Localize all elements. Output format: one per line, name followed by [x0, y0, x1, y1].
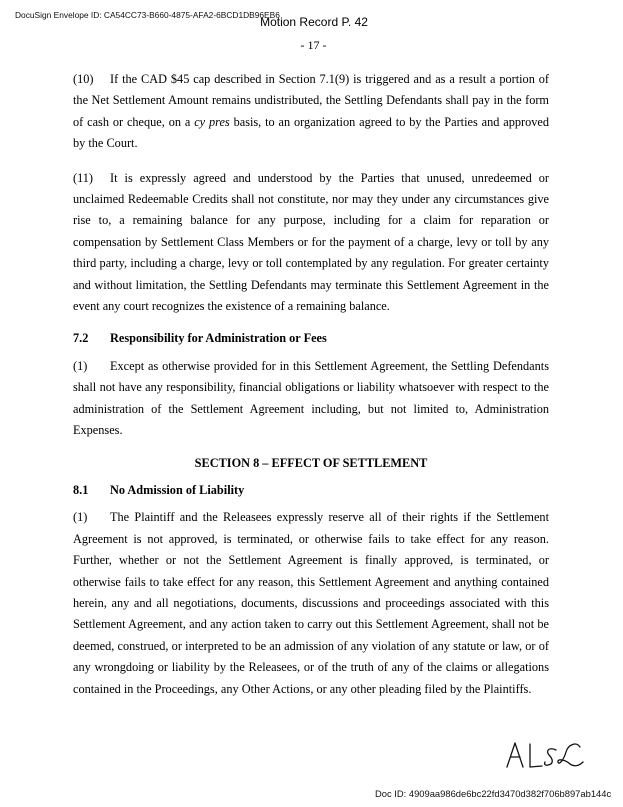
paragraph-text: basis, to an organization agreed to by the Parties and approved by the Court. [73, 114, 549, 151]
paragraph-number: (1) [73, 358, 88, 373]
heading-title: No Admission of Liability [110, 482, 245, 497]
document-body [73, 69, 549, 700]
paragraph-10 [73, 69, 549, 155]
paragraph-number: (11) [73, 170, 94, 185]
heading-7-2 [73, 328, 549, 349]
paragraph-number: (10) [73, 72, 94, 86]
page-number: - 17 - [300, 38, 327, 52]
heading-8-1 [73, 480, 549, 501]
signature-stroke [545, 749, 556, 765]
paragraph-8-1-1 [73, 507, 549, 700]
signature-stroke [558, 744, 583, 766]
paragraph-number: (1) [73, 510, 88, 525]
heading-number: 7.2 [73, 331, 89, 346]
motion-record-label: Motion Record P. 42 [260, 15, 368, 29]
paragraph-text: If the CAD $45 cap described in Section 7.1(9) is triggered and as a result a portion of the Net Settlement Amount remains undistributed, the Settling Defendants shall pay in the form of cash or cheque, on a [73, 72, 549, 129]
section-8-title: SECTION 8 – EFFECT OF SETTLEMENT [194, 455, 428, 470]
paragraph-text: Except as otherwise provided for in this Settlement Agreement, the Settling Defendants shall not have any responsibility, financial obligations or liability whatsoever with respect to the administration of the Settlement Agreement including, but not limited to, Administration Expenses. [73, 358, 549, 438]
signature-initials [504, 738, 586, 772]
signature-stroke [507, 743, 523, 767]
paragraph-11 [73, 168, 549, 318]
paragraph-7-2-1 [73, 356, 549, 442]
paragraph-text: The Plaintiff and the Releasees expressly reserve all of their rights if the Settlement Agreement is not approved, is terminated, or otherwise fails to take effect for any reason. Further, whether or not the Settlement Agreement is finally approved, is terminated, or otherwise fails to take effect for any reason, this Settlement Agreement and anything contained herein, any and all negotiations, documents, discussions and proceedings associated with this Settlement Agreement, and any action taken to carry out this Settlement Agreement, shall not be deemed, construed, or interpreted to be an admission of any violation of any statute or law, or of any wrongdoing or liability by the Releasees, or of the truth of any of the claims or allegations contained in the Proceedings, any Other Actions, or any other pleading filed by the Plaintiffs. [73, 510, 549, 696]
signature-stroke [530, 744, 542, 767]
doc-id: Doc ID: 4909aa986de6bc22fd3470d382f706b897ab144c [375, 788, 612, 799]
paragraph-text: It is expressly agreed and understood by the Parties that unused, unredeemed or unclaimed Redeemable Credits shall not constitute, nor may they under any circumstances give rise to, a remaining balance for any purpose, including for a claim for reparation or compensation by Settlement Class Members or for the payment of a charge, levy or toll by any third party, including a charge, levy or toll contemplated by any regulation. For greater certainty and without limitation, the Settling Defendants may terminate this Settlement Agreement in the event any court recognizes the existence of a remaining balance. [73, 170, 549, 314]
paragraph-italic-term: cy pres [194, 114, 230, 129]
heading-number: 8.1 [73, 482, 89, 497]
docusign-envelope-id: DocuSign Envelope ID: CA54CC73-B660-4875-AFA2-6BCD1DB96EB6 [15, 10, 280, 20]
heading-title: Responsibility for Administration or Fees [110, 331, 327, 346]
